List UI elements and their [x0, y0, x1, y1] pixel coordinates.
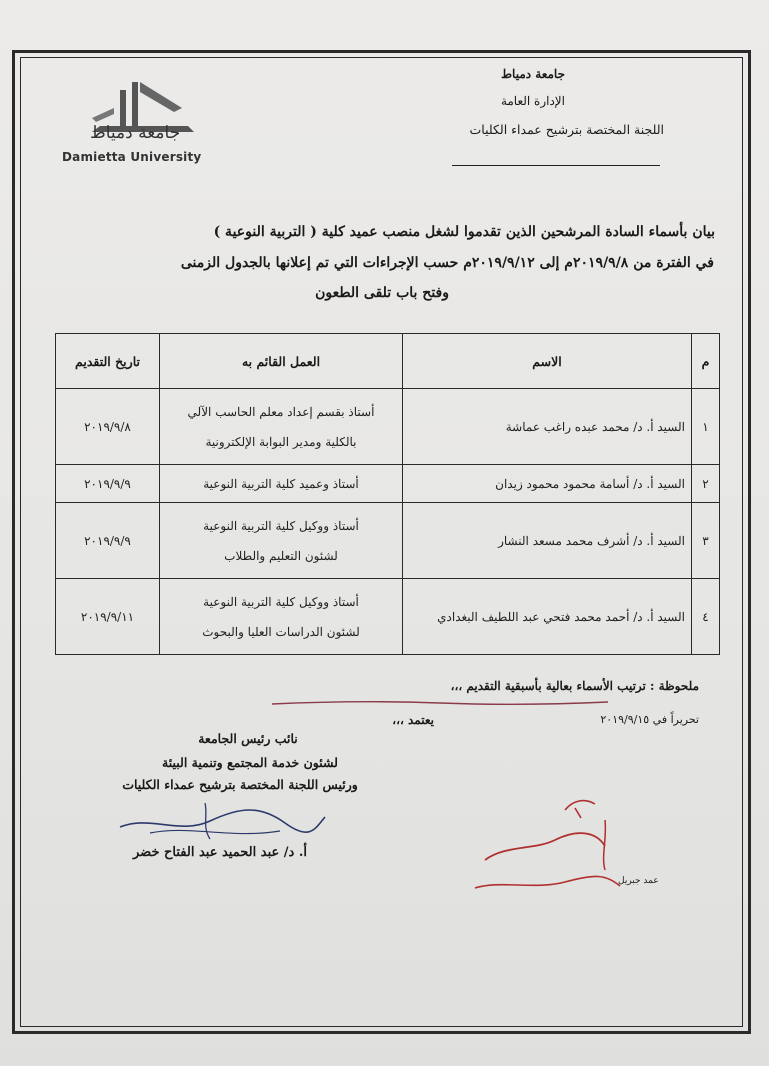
- row-num: ٢: [692, 465, 720, 503]
- table-row: [56, 389, 720, 465]
- note-text: ملحوظة : ترتيب الأسماء بعالية بأسبقية التقديم ،،،: [450, 679, 699, 693]
- row-job: [160, 465, 403, 503]
- header-num: م: [692, 334, 720, 389]
- row-name: السيد أ. د/ أشرف محمد مسعد النشار: [403, 503, 692, 579]
- row-job-line-1: أستاذ وعميد كلية التربية النوعية: [203, 476, 359, 491]
- row-job: [160, 579, 403, 655]
- row-name: السيد أ. د/ محمد عبده راغب عماشة: [403, 389, 692, 465]
- title-line-3: وفتح باب تلقى الطعون: [315, 285, 449, 301]
- signature-scrawl: [110, 795, 330, 845]
- handwritten-approval-scrawl: [455, 790, 635, 900]
- table-row: [56, 579, 720, 655]
- row-num: ٤: [692, 579, 720, 655]
- table-row: [56, 465, 720, 503]
- header-date: تاريخ التقديم: [56, 334, 160, 389]
- header-name: الاسم: [403, 334, 692, 389]
- row-job-line-2: لشئون الدراسات العليا والبحوث: [202, 624, 360, 639]
- row-date: ٢٠١٩/٩/٩: [56, 503, 160, 579]
- row-date: ٢٠١٩/٩/٩: [56, 465, 160, 503]
- header-divider: [452, 165, 660, 166]
- row-job-line-1: أستاذ ووكيل كلية التربية النوعية: [203, 518, 359, 533]
- row-job-line-1: أستاذ ووكيل كلية التربية النوعية: [203, 594, 359, 609]
- signatory-role: لشئون خدمة المجتمع وتنمية البيئة: [162, 755, 338, 770]
- row-job-line-2: لشئون التعليم والطلاب: [224, 548, 338, 563]
- title-line-1: بيان بأسماء السادة المرشحين الذين تقدموا لشغل منصب عميد كلية ( التربية النوعية ): [213, 224, 715, 240]
- written-date: تحريراً في ٢٠١٩/٩/١٥: [600, 713, 699, 726]
- approved-label: يعتمد ،،،: [392, 713, 434, 727]
- signatory-name: أ. د/ عبد الحميد عبد الفتاح خضر: [133, 845, 307, 860]
- signatory-title: نائب رئيس الجامعة: [198, 731, 298, 746]
- row-name: السيد أ. د/ أسامة محمود محمود زيدان: [403, 465, 692, 503]
- logo-arabic-text: جامعة دمياط: [90, 123, 181, 143]
- row-job-line-2: بالكلية ومدير البوابة الإلكترونية: [205, 434, 357, 449]
- row-job-line-1: أستاذ بقسم إعداد معلم الحاسب الآلي: [187, 404, 375, 419]
- signatory-committee: ورئيس اللجنة المختصة بترشيح عمداء الكليات: [122, 777, 358, 792]
- header-university: جامعة دمياط: [500, 67, 565, 81]
- logo-english-text: Damietta University: [62, 150, 202, 164]
- row-num: ٣: [692, 503, 720, 579]
- candidates-table: [55, 333, 720, 655]
- row-date: ٢٠١٩/٩/٨: [56, 389, 160, 465]
- note-underline-mark: [270, 698, 610, 708]
- title-line-2: في الفترة من ٢٠١٩/٩/٨م إلى ٢٠١٩/٩/١٢م حسب الإجراءات التي تم إعلانها بالجدول الزمنى: [180, 255, 714, 271]
- row-date: ٢٠١٩/٩/١١: [56, 579, 160, 655]
- table-row: [56, 503, 720, 579]
- header-committee: اللجنة المختصة بترشيح عمداء الكليات: [469, 122, 664, 137]
- handwritten-subnote: عمد جبريل: [618, 876, 659, 886]
- header-job: العمل القائم به: [160, 334, 403, 389]
- row-name: السيد أ. د/ أحمد محمد فتحي عبد اللطيف البغدادي: [403, 579, 692, 655]
- row-job: [160, 389, 403, 465]
- table-header-row: [56, 334, 720, 389]
- row-num: ١: [692, 389, 720, 465]
- header-administration: الإدارة العامة: [500, 94, 565, 108]
- row-job: [160, 503, 403, 579]
